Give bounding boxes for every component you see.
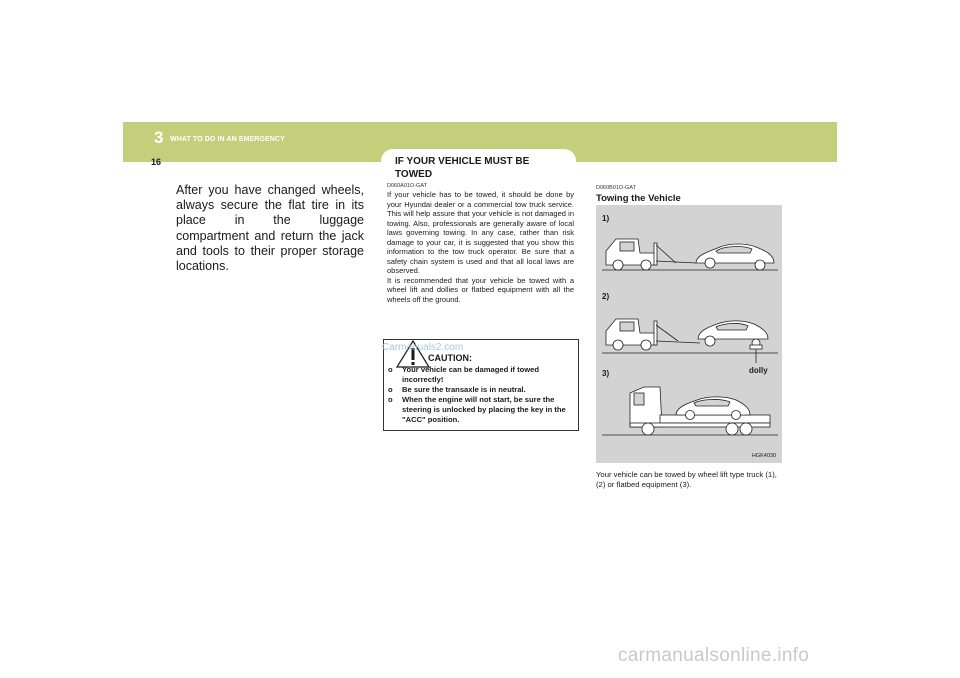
- figure-label-1: 1): [602, 214, 610, 223]
- figure-code: HGK4030: [751, 453, 776, 459]
- towing-illustration: [596, 205, 782, 463]
- flat-tire-storage-text: After you have changed wheels, always secure the flat tire in its place in the luggage compartment and return the jack and tools to their proper storage locations.: [176, 183, 364, 274]
- caution-bullet: o: [388, 395, 393, 404]
- towing-code: D060B01O-GAT: [596, 185, 636, 191]
- tow-truck-1: [606, 239, 696, 270]
- chapter-number: 3: [154, 128, 164, 147]
- watermark-carmanuals2: Carmanuals2.com: [382, 342, 464, 353]
- dolly-shape: [750, 345, 762, 349]
- figure-caption: Your vehicle can be towed by wheel lift type truck (1), (2) or flatbed equipment (3).: [596, 470, 777, 489]
- chapter-title: WHAT TO DO IN AN EMERGENCY: [170, 136, 285, 143]
- tow-truck-2: [606, 319, 700, 350]
- section-title: IF YOUR VEHICLE MUST BE TOWED: [395, 156, 530, 180]
- figure-label-2: 2): [602, 292, 610, 301]
- towing-body-text: [387, 190, 574, 304]
- section-code: D060A01O-GAT: [387, 183, 427, 189]
- towing-paragraph-1: If your vehicle has to be towed, it should be done by your Hyundai dealer or a commercial tow truck service. This will help assure that your vehicle is not damaged in towing. Also, professionals are generally aware of local laws governing towing. In any case, rather than risk damage to your car, it is suggested that you show this information to the tow truck operator. Be sure that a safety chain system is used and that all local laws are observed.: [387, 190, 574, 275]
- caution-item: o When the engine will not start, be sure the steering is unlocked by placing the key in the "ACC" position.: [388, 395, 566, 424]
- dolly-label: dolly: [749, 366, 768, 375]
- caution-bullet: o: [388, 365, 393, 374]
- towed-car-2: [698, 321, 768, 363]
- towing-heading: Towing the Vehicle: [596, 193, 681, 204]
- towing-paragraph-2: It is recommended that your vehicle be towed with a wheel lift and dollies or flatbed equipment with all the wheels off the ground.: [387, 275, 574, 304]
- towing-figure: [596, 205, 782, 463]
- towed-car-1: [696, 244, 774, 270]
- watermark-carmanualsonline: carmanualsonline.info: [618, 645, 810, 666]
- figure-label-3: 3): [602, 369, 610, 378]
- caution-item: o Be sure the transaxle is in neutral.: [388, 385, 526, 394]
- caution-title: CAUTION:: [428, 353, 472, 363]
- caution-item: o Your vehicle can be damaged if towed incorrectly!: [388, 365, 540, 384]
- caution-list: [388, 365, 576, 425]
- caution-bullet: o: [388, 385, 393, 394]
- page-number: 16: [151, 157, 162, 167]
